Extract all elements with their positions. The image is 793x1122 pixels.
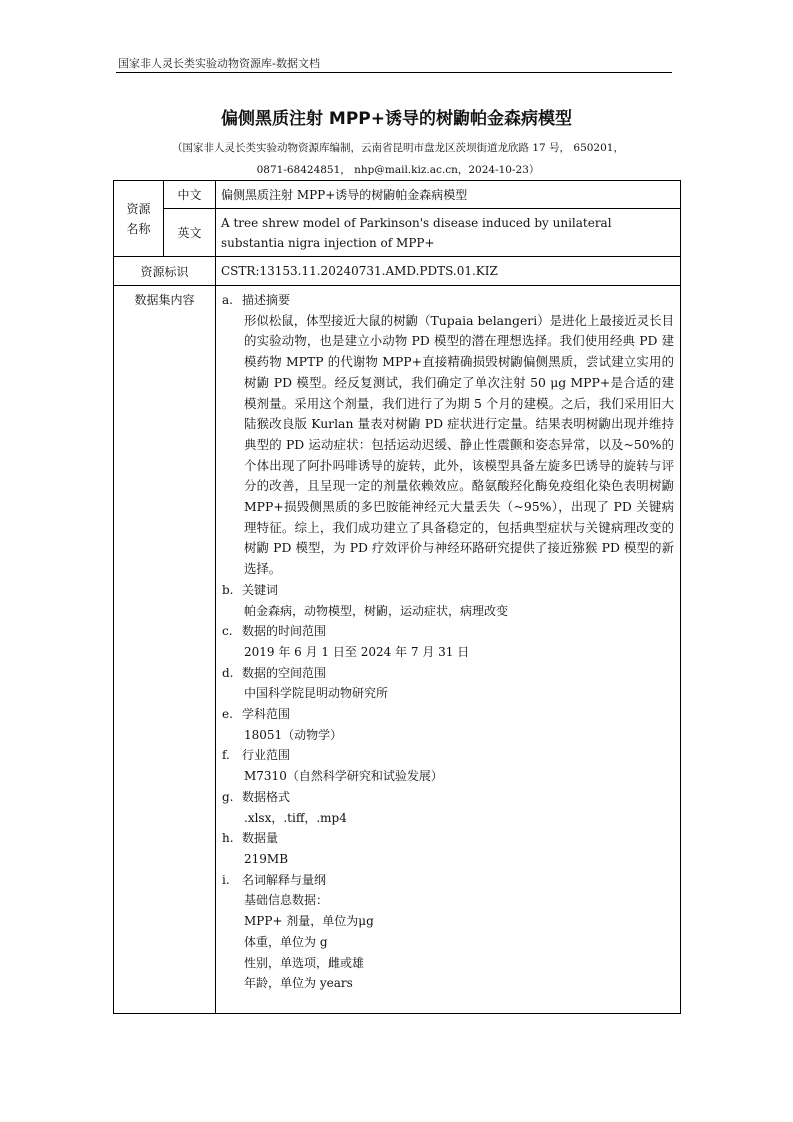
section-heading: 行业范围 <box>242 748 291 763</box>
metadata-table <box>113 180 681 1014</box>
section-a <box>222 290 674 580</box>
section-letter: a. <box>222 293 233 307</box>
table-row <box>114 181 681 209</box>
section-heading: 数据格式 <box>242 789 291 804</box>
resource-id-value: CSTR:13153.11.20240731.AMD.PDTS.01.KIZ <box>216 257 681 286</box>
resource-id-label: 资源标识 <box>114 257 216 286</box>
section-letter: g. <box>222 789 234 804</box>
section-heading: 数据的空间范围 <box>242 665 327 680</box>
citation-line-1: （国家非人灵长类实验动物资源库编制，云南省昆明市盘龙区茨坝街道龙欣路 17 号， 650201， <box>172 142 624 154</box>
resource-name-label-line: 名称 <box>126 221 151 236</box>
section-heading: 学科范围 <box>242 707 291 722</box>
section-heading: 数据量 <box>242 831 279 846</box>
section-heading: 描述摘要 <box>242 293 291 307</box>
spatial-range-text: 中国科学院昆明动物研究所 <box>244 686 389 701</box>
glossary-line: 体重，单位为 g <box>244 934 328 949</box>
section-letter: c. <box>222 624 233 639</box>
table-row <box>114 209 681 257</box>
industry-text: M7310（自然科学研究和试验发展） <box>244 769 443 784</box>
section-heading: 关键词 <box>242 582 279 597</box>
english-label: 英文 <box>164 209 216 257</box>
resource-name-label <box>114 181 164 257</box>
section-d <box>222 663 674 704</box>
dataset-content-label: 数据集内容 <box>114 286 216 1014</box>
keywords-text: 帕金森病，动物模型，树鼩，运动症状，病理改变 <box>244 603 509 618</box>
document-header: 国家非人灵长类实验动物资源库-数据文档 <box>118 57 320 70</box>
chinese-name-value: 偏侧黑质注射 MPP+诱导的树鼩帕金森病模型 <box>216 181 681 209</box>
section-letter: b. <box>222 582 234 597</box>
citation-line-2: 0871-68424851， nhp@mail.kiz.ac.cn，2024-10-23） <box>256 164 540 176</box>
section-letter: e. <box>222 707 233 722</box>
section-letter: d. <box>222 665 234 680</box>
section-letter: h. <box>222 831 234 846</box>
data-volume-text: 219MB <box>244 851 289 866</box>
english-name-value: A tree shrew model of Parkinson's disease induced by unilateral substantia nigra injection of MPP+ <box>216 209 681 257</box>
glossary-line: MPP+ 剂量，单位为μg <box>244 914 374 929</box>
glossary-line: 性别，单选项，雌或雄 <box>244 955 365 970</box>
section-heading: 名词解释与量纲 <box>242 872 327 887</box>
glossary-line: 年龄，单位为 years <box>244 976 353 991</box>
discipline-text: 18051（动物学） <box>244 727 343 742</box>
header-divider <box>116 72 672 73</box>
section-f <box>222 745 674 786</box>
glossary-line: 基础信息数据： <box>244 893 329 908</box>
time-range-text: 2019 年 6 月 1 日至 2024 年 7 月 31 日 <box>244 644 470 659</box>
resource-name-label-line: 资源 <box>126 201 151 216</box>
document-title: 偏侧黑质注射 MPP+诱导的树鼩帕金森病模型 <box>221 109 572 129</box>
section-letter: i. <box>222 872 230 887</box>
section-c <box>222 621 674 662</box>
section-g <box>222 787 674 828</box>
abstract-text: 形似松鼠，体型接近大鼠的树鼩（Tupaia belangeri）是进化上最接近灵长目的实验动物，也是建立小动物 PD 模型的潜在理想选择。我们使用经典 PD 建模药物 MPTP 的代谢物 MPP+直接精确损毁树鼩偏侧黑质，尝试建立实用的树鼩 PD 模型。经反复测试，我们确定了单次注射 50 μg MPP+是合适的建模剂量。采用这个剂量，我们进行了为期 5 个月的建模。之后，我们采用旧大陆猴改良版 Kurlan 量表对树鼩 PD 症状进行定量。结果表明树鼩出现并维持典型的 PD 运动症状：包括运动迟缓、静止性震颤和姿态异常，以及~50%的个体出现了阿扑吗啡诱导的旋转，此外，该模型具备左旋多巴诱导的旋转与评分的改善，且呈现一定的剂量依赖效应。酪氨酸羟化酶免疫组化染色表明树鼩 MPP+损毁侧黑质的多巴胺能神经元大量丢失（~95%），出现了 PD 关键病理特征。综上，我们成功建立了具备稳定的，包括典型症状与关键病理改变的树鼩 PD 模型，为 PD 疗效评价与神经环路研究提供了接近猕猴 PD 模型的新选择。 <box>244 312 674 577</box>
section-heading: 数据的时间范围 <box>242 624 327 639</box>
section-e <box>222 704 674 745</box>
data-format-text: .xlsx，.tiff，.mp4 <box>244 810 347 825</box>
table-row <box>114 257 681 286</box>
section-b <box>222 580 674 621</box>
chinese-label: 中文 <box>164 181 216 209</box>
section-h <box>222 828 674 869</box>
table-row <box>114 286 681 1014</box>
section-i <box>222 870 674 994</box>
dataset-content <box>216 286 681 1014</box>
section-letter: f. <box>222 748 230 763</box>
